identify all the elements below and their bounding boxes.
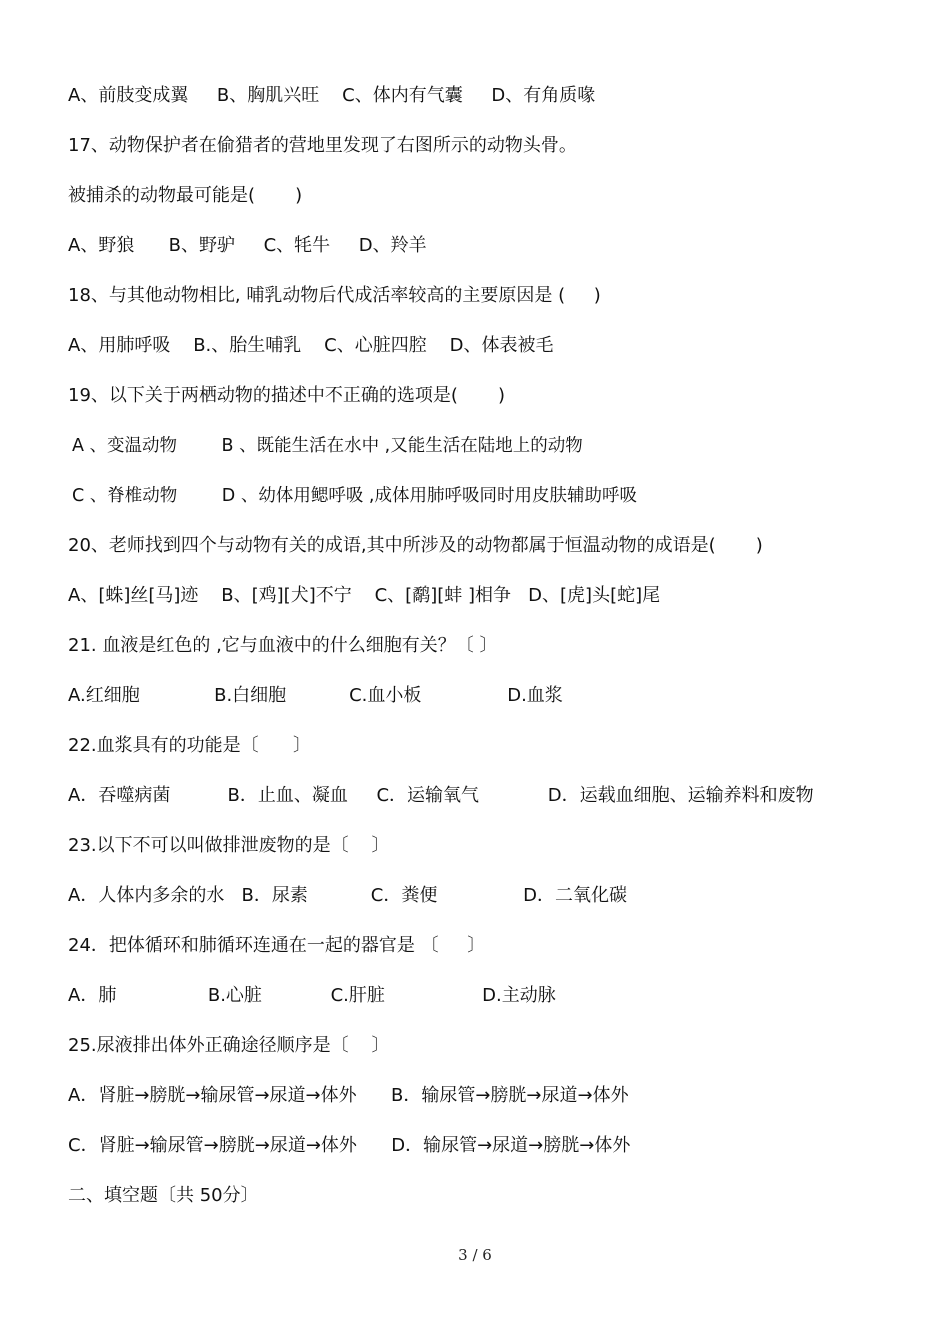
question-17: 17、动物保护者在偷猎者的营地里发现了右图所示的动物头骨。	[68, 135, 577, 156]
question-21-options: A.红细胞 B.白细胞 C.血小板 D.血浆	[68, 685, 563, 706]
question-25: 25.尿液排出体外正确途径顺序是〔 〕	[68, 1035, 390, 1056]
section-heading-fill-in: 二、填空题〔共 50分〕	[68, 1185, 259, 1206]
page-number: 3 / 6	[458, 1246, 492, 1264]
question-24-options: A．肺 B.心脏 C.肝脏 D.主动脉	[68, 985, 556, 1006]
question-20: 20、老师找到四个与动物有关的成语,其中所涉及的动物都属于恒温动物的成语是( )	[68, 535, 763, 556]
question-19-options-ab: A 、变温动物 B 、既能生活在水中 ,又能生活在陆地上的动物	[72, 436, 583, 456]
question-17-prompt: 被捕杀的动物最可能是( )	[68, 185, 303, 206]
question-24: 24．把体循环和肺循环连通在一起的器官是 〔 〕	[68, 935, 486, 956]
question-22-options: A．吞噬病菌 B．止血、凝血 C．运输氧气 D．运载血细胞、运输养料和废物	[68, 785, 814, 806]
question-25-options-ab: A．肾脏→膀胱→输尿管→尿道→体外 B．输尿管→膀胱→尿道→体外	[68, 1085, 629, 1106]
question-17-options: A、野狼 B、野驴 C、牦牛 D、羚羊	[68, 235, 427, 256]
question-19: 19、以下关于两栖动物的描述中不正确的选项是( )	[68, 385, 505, 406]
question-22: 22.血浆具有的功能是〔 〕	[68, 735, 311, 756]
question-23: 23.以下不可以叫做排泄废物的是〔 〕	[68, 835, 390, 856]
question-21: 21. 血液是红色的 ,它与血液中的什么细胞有关？〔 〕	[68, 635, 498, 656]
question-18: 18、与其他动物相比, 哺乳动物后代成活率较高的主要原因是 ( )	[68, 285, 601, 306]
line-16-options: A、前肢变成翼 B、胸肌兴旺 C、体内有气囊 D、有角质喙	[68, 85, 596, 106]
question-20-options: A、[蛛]丝[马]迹 B、[鸡][犬]不宁 C、[鹬][蚌 ]相争 D、[虎]头[蛇]尾	[68, 585, 661, 606]
question-23-options: A．人体内多余的水 B．尿素 C．粪便 D．二氧化碳	[68, 885, 628, 906]
question-25-options-cd: C．肾脏→输尿管→膀胱→尿道→体外 D．输尿管→尿道→膀胱→体外	[68, 1135, 631, 1156]
question-19-options-cd: C 、脊椎动物 D 、幼体用鳃呼吸 ,成体用肺呼吸同时用皮肤辅助呼吸	[72, 486, 637, 506]
question-18-options: A、用肺呼吸 B.、胎生哺乳 C、心脏四腔 D、体表被毛	[68, 335, 554, 356]
